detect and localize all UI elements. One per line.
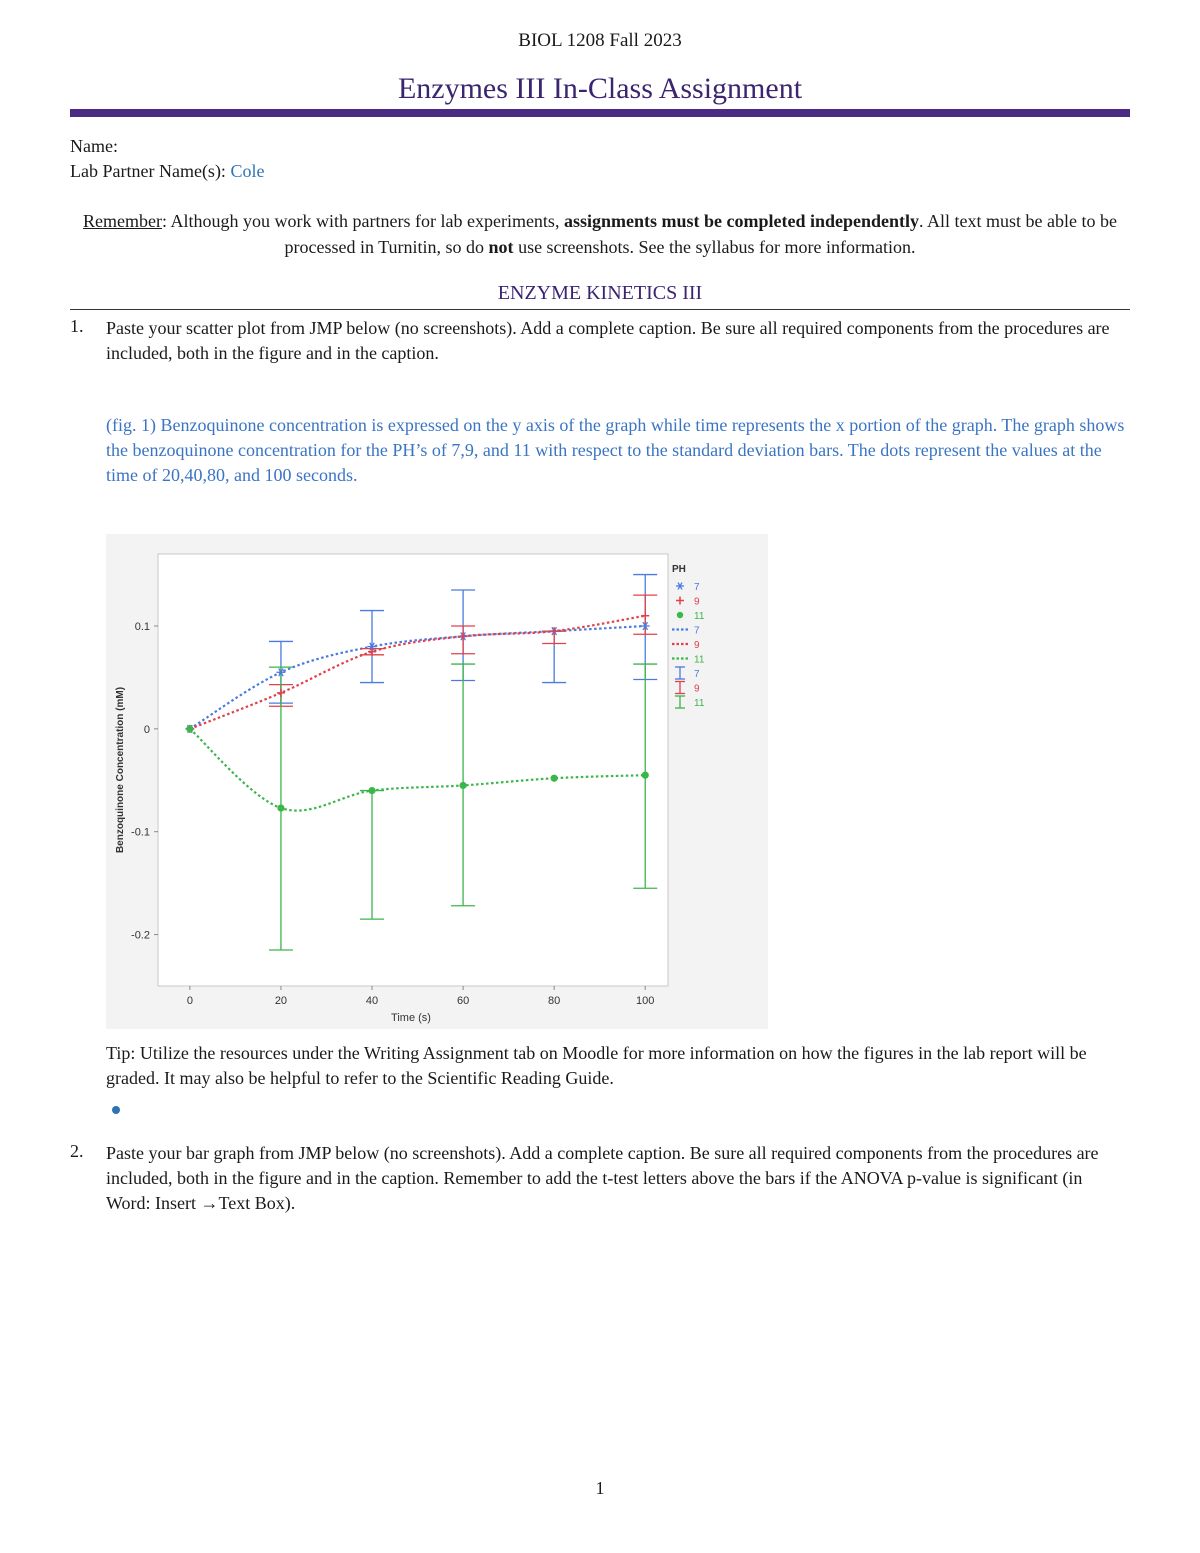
page-number: 1 xyxy=(595,1478,605,1498)
remember-bold-1: assignments must be completed independently xyxy=(563,211,919,231)
page-title: Enzymes III In-Class Assignment xyxy=(397,72,803,105)
name-field xyxy=(70,136,118,157)
section-divider xyxy=(70,309,1130,310)
legend-dot xyxy=(677,612,683,618)
partner-field xyxy=(70,161,264,182)
question-1-number: 1. xyxy=(70,316,84,336)
x-tick-label: 20 xyxy=(274,995,288,1007)
name-label: Name: xyxy=(70,136,118,156)
series-11-point xyxy=(551,775,558,782)
empty-bullet xyxy=(112,1106,120,1114)
remember-text-3: use screenshots. See the syllabus for more information. xyxy=(513,237,916,257)
x-tick-label: 100 xyxy=(636,995,655,1007)
remember-label: Remember xyxy=(83,211,163,231)
legend-label-11: 11 xyxy=(694,611,705,622)
legend-errbar-11 xyxy=(675,696,685,708)
x-tick-label: 60 xyxy=(456,995,470,1007)
question-1-text: Paste your scatter plot from JMP below (no screenshots). Add a complete caption. Be sure all required components from the procedures are included, both in the figure and in the caption. xyxy=(106,318,1110,363)
legend-marker-9 xyxy=(676,597,684,605)
legend-label-7: 7 xyxy=(694,582,700,593)
series-11-point xyxy=(459,782,466,789)
scatter-plot xyxy=(106,534,768,1029)
partner-label: Lab Partner Name(s): xyxy=(70,161,226,181)
title-divider xyxy=(70,109,1130,117)
y-tick-label: -0.2 xyxy=(131,929,150,942)
legend-curve-label-11: 11 xyxy=(694,654,705,666)
y-axis-label: Benzoquinone Concentration (mM) xyxy=(115,686,126,854)
x-tick-label: 80 xyxy=(548,995,561,1007)
y-tick-label: 0 xyxy=(143,723,150,736)
partner-value: Cole xyxy=(230,161,265,181)
x-tick-label: 40 xyxy=(365,995,379,1007)
tip-text: Tip: Utilize the resources under the Writing Assignment tab on Moodle for more information on how the figures in the lab report will be graded. It may also be helpful to refer to the Scientific Reading Guide. xyxy=(106,1043,1087,1088)
question-2-number: 2. xyxy=(70,1141,84,1161)
remember-bold-2: not xyxy=(488,237,514,257)
remember-text-1: : Although you work with partners for lab experiments, xyxy=(162,211,564,231)
remember-text-2: . All text must be able to be processed in Turnitin, so do xyxy=(284,211,1117,257)
series-11-point xyxy=(642,772,649,779)
figure-caption: (fig. 1) Benzoquinone concentration is expressed on the y axis of the graph while time represents the x portion of the graph. The graph shows the benzoquinone concentration for the PH’s of 7,9, and 11 with respect to the standard deviation bars. The dots represent the values at the time of 20,40,80, and 100 seconds. xyxy=(106,415,1125,485)
plot-area xyxy=(158,554,668,986)
legend-errbar-label-7: 7 xyxy=(694,669,700,680)
y-tick-label: 0.1 xyxy=(134,621,150,633)
section-title: ENZYME KINETICS III xyxy=(497,282,703,304)
legend-marker-11 xyxy=(677,612,683,618)
scatter-plot-figure xyxy=(106,534,768,1029)
question-2-text: Paste your bar graph from JMP below (no screenshots). Add a complete caption. Be sure all required components from the procedures are included, both in the figure and in the caption. Remember to add the t-test letters above the bars if the ANOVA p-value is significant (in Word: Insert →Text Box). xyxy=(106,1143,1099,1213)
x-axis-label: Time (s) xyxy=(391,1012,431,1024)
legend-errbar-label-9: 9 xyxy=(694,683,700,695)
y-tick-label: -0.1 xyxy=(131,826,150,839)
legend-curve-label-9: 9 xyxy=(694,640,700,651)
legend-errbar-9 xyxy=(675,682,685,694)
legend-title: PH xyxy=(672,564,686,575)
series-11-point xyxy=(277,804,284,811)
course-header: BIOL 1208 Fall 2023 xyxy=(518,30,682,51)
x-tick-label: 0 xyxy=(186,995,193,1007)
remember-notice xyxy=(70,208,1130,260)
legend-marker-7 xyxy=(676,583,684,590)
series-11-point xyxy=(368,787,375,794)
series-11-point xyxy=(186,725,193,732)
legend-curve-label-7: 7 xyxy=(694,625,700,637)
legend-label-9: 9 xyxy=(694,596,700,608)
legend-errbar-label-11: 11 xyxy=(694,698,705,709)
legend-errbar-7 xyxy=(675,667,685,679)
